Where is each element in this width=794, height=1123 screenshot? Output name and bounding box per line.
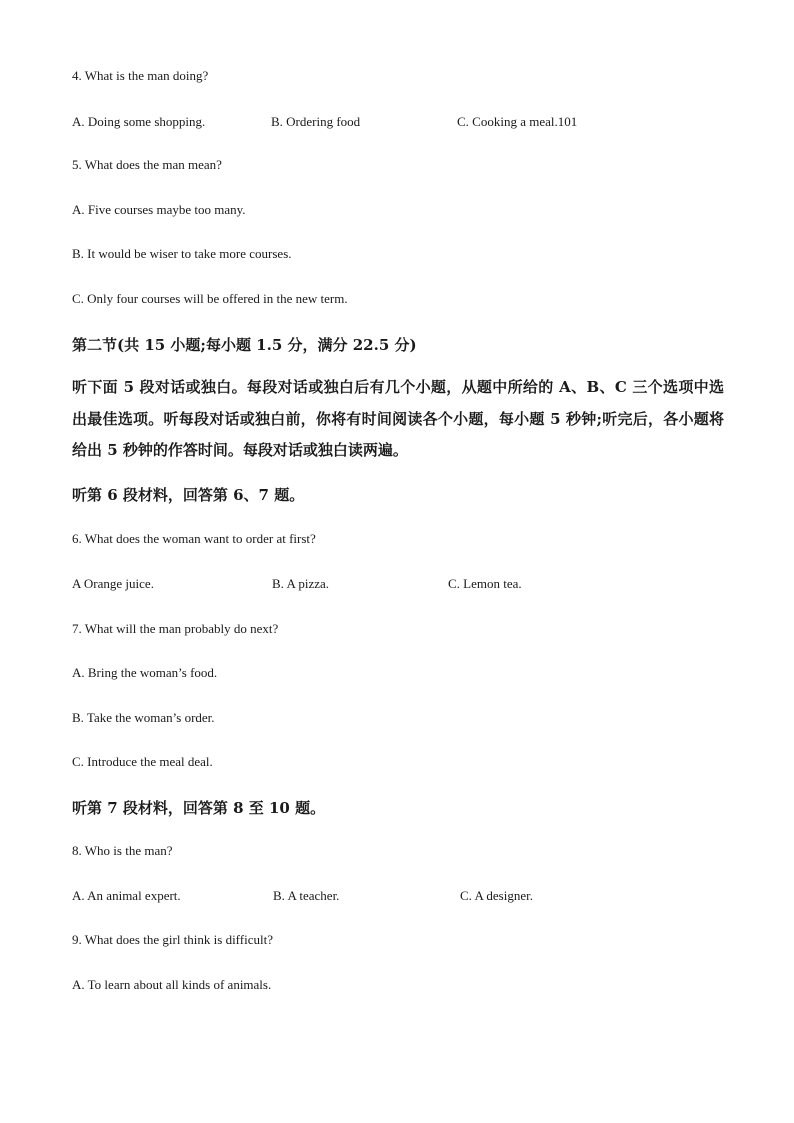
question-8: 8. Who is the man? [72, 843, 173, 858]
question-6: 6. What does the woman want to order at first? [72, 531, 316, 546]
q6-option-b: B. A pizza. [272, 576, 330, 591]
q7-option-c: C. Introduce the meal deal. [72, 754, 213, 769]
material-6-heading: 听第 6 段材料，回答第 6、7 题。 [72, 486, 305, 504]
q8-option-b: B. A teacher. [273, 888, 340, 903]
q6-option-a: A Orange juice. [72, 576, 154, 591]
q8-option-a: A. An animal expert. [72, 888, 181, 903]
question-7: 7. What will the man probably do next? [72, 621, 279, 636]
section-2-instructions: 听下面 5 段对话或独白。每段对话或独白后有几个小题，从题中所给的 A、B、C 三个选项中选出最佳选项。听每段对话或独白前，你将有时间阅读各个小题，每小题 5 秒钟;听完后，各小题将给出 5 秒钟的作答时间。每段对话或独白读两遍。 [72, 378, 724, 459]
q6-option-c: C. Lemon tea. [448, 576, 522, 591]
section-2-heading: 第二节(共 15 小题;每小题 1.5 分，满分 22.5 分) [72, 336, 417, 354]
q9-option-a: A. To learn about all kinds of animals. [72, 977, 272, 992]
q5-option-b: B. It would be wiser to take more courses. [72, 246, 292, 261]
question-4: 4. What is the man doing? [72, 68, 209, 83]
q5-option-c: C. Only four courses will be offered in the new term. [72, 291, 348, 306]
q4-option-c: C. Cooking a meal.101 [457, 114, 578, 129]
q4-option-a: A. Doing some shopping. [72, 114, 206, 129]
q7-option-b: B. Take the woman’s order. [72, 710, 215, 725]
material-7-heading: 听第 7 段材料，回答第 8 至 10 题。 [72, 799, 326, 817]
question-5: 5. What does the man mean? [72, 157, 222, 172]
q5-option-a: A. Five courses maybe too many. [72, 202, 246, 217]
q8-option-c: C. A designer. [460, 888, 533, 903]
q7-option-a: A. Bring the woman’s food. [72, 665, 218, 680]
question-9: 9. What does the girl think is difficult? [72, 932, 273, 947]
q4-option-b: B. Ordering food [271, 114, 361, 129]
